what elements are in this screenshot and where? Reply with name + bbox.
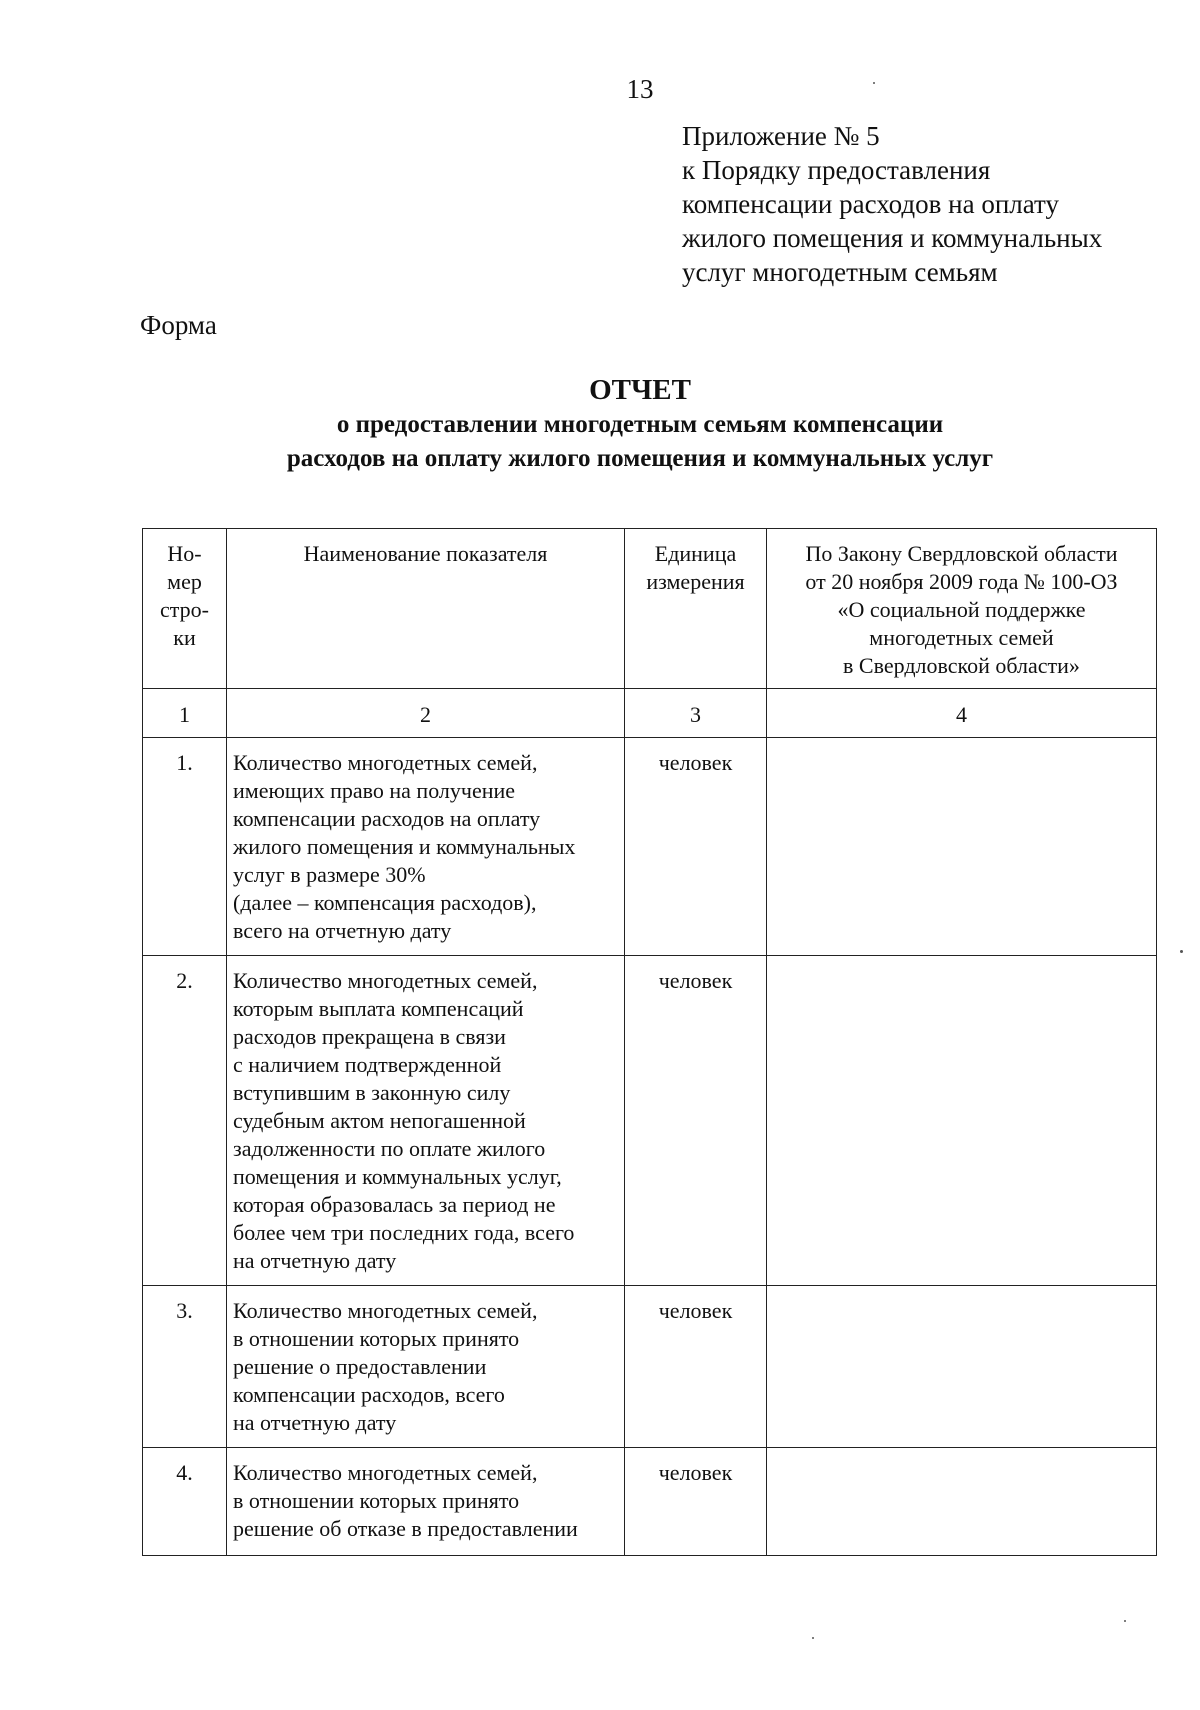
row-number: 2.: [143, 956, 227, 1286]
report-title-line: о предоставлении многодетным семьям компенсации: [336, 411, 944, 438]
table-row: [143, 1286, 1157, 1448]
row-unit: человек: [625, 956, 767, 1286]
column-number: 1: [143, 689, 227, 738]
column-number: 4: [767, 689, 1157, 738]
report-title-line: расходов на оплату жилого помещения и коммунальных услуг: [286, 445, 994, 472]
row-number: 1.: [143, 738, 227, 956]
table-header-row: [143, 529, 1157, 689]
column-number: 2: [227, 689, 625, 738]
header-law: По Закону Свердловской области от 20 ноября 2009 года № 100-ОЗ «О социальной поддержке многодетных семей в Свердловской области»: [767, 529, 1157, 689]
column-number: 3: [625, 689, 767, 738]
scan-speck: [873, 82, 875, 84]
row-value[interactable]: [767, 956, 1157, 1286]
report-title: [130, 372, 1150, 476]
appendix-line: Приложение № 5: [682, 121, 880, 151]
appendix-reference: [682, 119, 1102, 289]
column-numbers-row: [143, 689, 1157, 738]
row-indicator: Количество многодетных семей, которым выплата компенсаций расходов прекращена в связи с наличием подтвержденной вступившим в законную силу судебным актом непогашенной задолженности по оплате жилого помещения и коммунальных услуг, которая образовалась за период не более чем три последних года, всего на отчетную дату: [227, 956, 625, 1286]
report-table: [142, 528, 1157, 1556]
appendix-line: к Порядку предоставления: [682, 155, 991, 185]
header-unit: Единица измерения: [625, 529, 767, 689]
table-row: [143, 738, 1157, 956]
row-indicator: Количество многодетных семей, в отношении которых принято решение о предоставлении компенсации расходов, всего на отчетную дату: [227, 1286, 625, 1448]
row-value[interactable]: [767, 1448, 1157, 1556]
table-row: [143, 1448, 1157, 1556]
header-row-number: Но- мер стро- ки: [143, 529, 227, 689]
page-number: 13: [626, 74, 654, 104]
row-number: 4.: [143, 1448, 227, 1556]
header-indicator: Наименование показателя: [227, 529, 625, 689]
row-unit: человек: [625, 1286, 767, 1448]
table-row: [143, 956, 1157, 1286]
row-unit: человек: [625, 738, 767, 956]
row-value[interactable]: [767, 1286, 1157, 1448]
row-number: 3.: [143, 1286, 227, 1448]
scan-speck: [812, 1637, 814, 1639]
row-indicator: Количество многодетных семей, имеющих право на получение компенсации расходов на оплату жилого помещения и коммунальных услуг в размере 30% (далее – компенсация расходов), всего на отчетную дату: [227, 738, 625, 956]
appendix-line: услуг многодетным семьям: [682, 257, 998, 287]
scan-speck: [1180, 950, 1183, 953]
report-title-main: ОТЧЕТ: [589, 374, 691, 406]
appendix-line: компенсации расходов на оплату: [682, 189, 1059, 219]
row-unit: человек: [625, 1448, 767, 1556]
scan-speck: [1124, 1620, 1126, 1622]
row-value[interactable]: [767, 738, 1157, 956]
appendix-line: жилого помещения и коммунальных: [682, 223, 1103, 253]
row-indicator: Количество многодетных семей, в отношении которых принято решение об отказе в предоставлении: [227, 1448, 625, 1556]
form-label: Форма: [140, 310, 217, 340]
